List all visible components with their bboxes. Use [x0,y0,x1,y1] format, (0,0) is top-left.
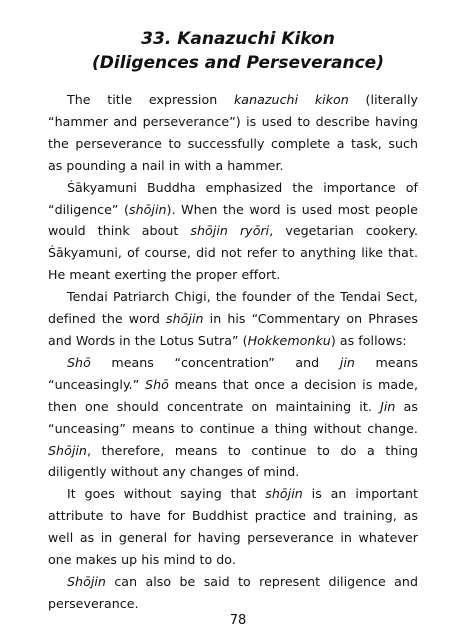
paragraph-1 [48,89,418,177]
text-run: It goes without saying that [67,486,266,502]
paragraph-5 [48,483,418,571]
text-run: (literally “hammer and perseverance”) is used to describe having the perseverance to successfully complete a task, such as pounding a nail in with a hammer. [48,92,418,173]
text-run: in his “Commentary on Phrases and Words in the Lotus Sutra” ( [48,311,418,348]
italic-term: shōjin [129,201,167,217]
text-run: ). When the word is used most people would think about [48,201,418,239]
text-run: means that once a decision is made, then one should concentrate on maintaining it. [48,376,419,414]
paragraph-4 [48,352,418,483]
text-run: Tendai Patriarch Chigi, the founder of the Tendai Sect, defined the word [48,289,418,327]
text-run: Śākyamuni Buddha emphasized the importance of “diligence” ( [48,179,418,217]
text-run: ) as follows: [330,332,407,348]
page-number: 78 [229,613,247,628]
italic-term: shōjin [265,486,303,502]
italic-term: Shō [145,376,169,392]
italic-term: shōjin [166,311,204,327]
italic-term: kanazuchi kikon [233,92,349,107]
text-run: means “concentration” and [90,354,340,370]
text-run: can also be said to represent diligence and perseverance. [48,573,418,611]
text-run: as “unceasing” means to continue a thing without change. [48,398,418,436]
paragraph-3 [48,286,418,352]
body-text [48,89,418,615]
text-run: means “unceasingly.” [48,354,418,392]
italic-term: Shōjin [48,442,87,458]
text-run: The title expression [67,92,234,107]
italic-term: Shōjin [67,573,106,589]
paragraph-2 [48,177,418,287]
text-run: , vegetarian cookery. Śākyamuni, of course, did not refer to anything like that. He meant exerting the proper effort. [48,223,419,283]
text-run: is an important attribute to have for Buddhist practice and training, as well as in general for having perseverance in whatever one makes up his mind to do. [48,486,418,568]
chapter-subtitle: (Diligences and Perseverance) [92,53,384,73]
italic-term: Hokkemonku [247,332,331,348]
italic-term: shōjin ryōri [190,223,270,239]
italic-term: Shō [67,354,91,370]
chapter-title: 33. Kanazuchi Kikon [141,29,335,49]
italic-term: jin [339,354,355,370]
paragraph-6 [48,571,418,615]
text-run: , therefore, means to continue to do a thing diligently without any changes of mind. [48,442,418,480]
italic-term: Jin [380,398,396,414]
